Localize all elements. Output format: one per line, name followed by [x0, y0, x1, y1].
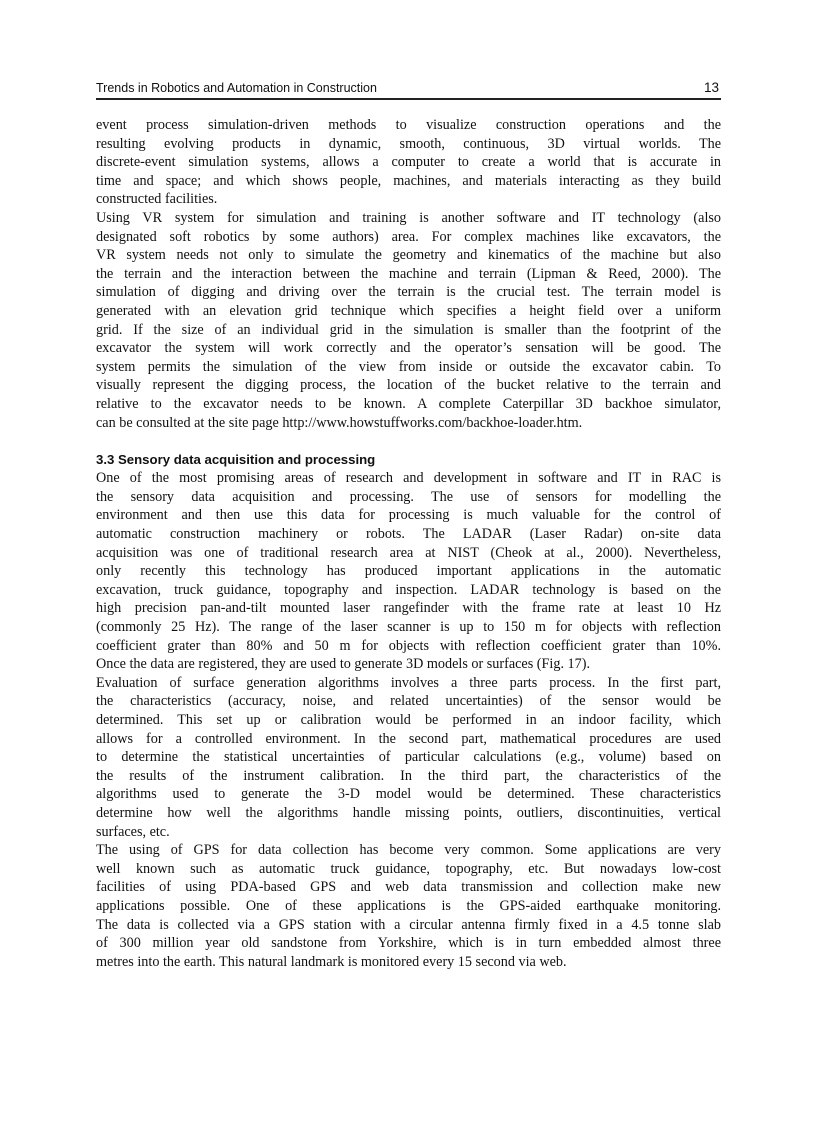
text-line: system permits the simulation of the view from inside or outside the excavator cabin. To [96, 358, 721, 375]
text-line: to determine the statistical uncertainties of particular calculations (e.g., volume) based on [96, 749, 721, 766]
text-line: metres into the earth. This natural landmark is monitored every 15 second via web. [96, 953, 567, 970]
text-line: coefficient grater than 80% and 50 m for objects with reflection coefficient grater than 10%. [96, 637, 721, 654]
text-line: The data is collected via a GPS station with a circular antenna firmly fixed in a 4.5 tonne slab [96, 916, 721, 933]
paragraph [96, 469, 721, 674]
text-line: only recently this technology has produced important applications in the automatic [96, 563, 721, 580]
text-line: applications possible. One of these applications is the GPS-aided earthquake monitoring. [96, 897, 721, 914]
paragraph [96, 841, 721, 971]
text-line: algorithms used to generate the 3-D model would be determined. These characteristics [96, 786, 721, 803]
text-line: grid. If the size of an individual grid in the simulation is smaller than the footprint of the [96, 321, 721, 338]
text-line: determine how well the algorithms handle missing points, outliers, discontinuities, vertical [96, 804, 721, 821]
page-number: 13 [703, 80, 719, 95]
page-body [96, 116, 721, 971]
text-line: facilities of using PDA-based GPS and web data transmission and collection make new [96, 879, 721, 896]
text-line: the results of the instrument calibration. In the third part, the characteristics of the [96, 767, 721, 784]
text-line: allows for a controlled environment. In the second part, mathematical procedures are used [96, 730, 721, 747]
text-line: VR system needs not only to simulate the geometry and kinematics of the machine but also [96, 247, 721, 264]
text-line: (commonly 25 Hz). The range of the laser scanner is up to 150 m for objects with reflection [96, 619, 721, 636]
paragraph [96, 674, 721, 841]
section-heading: 3.3 Sensory data acquisition and processing [96, 451, 376, 467]
text-line: automatic construction machinery or robots. The LADAR (Laser Radar) on-site data [96, 526, 721, 543]
text-line: Once the data are registered, they are used to generate 3D models or surfaces (Fig. 17). [96, 656, 590, 673]
text-line: excavator the system will work correctly and the operator’s sensation will be good. The [96, 340, 721, 357]
text-line: excavation, truck guidance, topography and inspection. LADAR technology is based on the [96, 581, 721, 598]
text-line: relative to the excavator needs to be known. A complete Caterpillar 3D backhoe simulator, [96, 395, 721, 412]
running-header [96, 80, 721, 100]
text-line: well known such as automatic truck guidance, topography, etc. But nowadays low-cost [96, 860, 721, 877]
text-line: The using of GPS for data collection has become very common. Some applications are very [96, 842, 721, 859]
text-line: visually represent the digging process, the location of the bucket relative to the terrain and [96, 377, 721, 394]
text-line: surfaces, etc. [96, 823, 170, 840]
text-line: event process simulation-driven methods to visualize construction operations and the [96, 117, 721, 133]
text-line: designated soft robotics by some authors) area. For complex machines like excavators, the [96, 228, 721, 245]
text-line: One of the most promising areas of research and development in software and IT in RAC is [96, 470, 721, 487]
paragraph [96, 116, 721, 209]
text-line: of 300 million year old sandstone from Yorkshire, which is in turn embedded almost three [96, 935, 721, 952]
text-line: simulation of digging and driving over the terrain is the crucial test. The terrain model is [96, 284, 721, 301]
text-line: environment and then use this data for processing is much valuable for the control of [96, 507, 721, 524]
text-line: acquisition was one of traditional research area at NIST (Cheok at al., 2000). Nevertheless, [96, 544, 721, 561]
text-line: the sensory data acquisition and processing. The use of sensors for modelling the [96, 488, 721, 505]
text-line: can be consulted at the site page http://www.howstuffworks.com/backhoe-loader.htm. [96, 414, 583, 431]
text-line: time and space; and which shows people, machines, and materials interacting as they build [96, 172, 721, 189]
text-line: determined. This set up or calibration would be performed in an indoor facility, which [96, 712, 721, 728]
text-line: generated with an elevation grid technique which specifies a height field over a uniform [96, 302, 721, 319]
text-line: constructed facilities. [96, 191, 218, 208]
section-spacer [96, 432, 721, 451]
text-line: the terrain and the interaction between the machine and terrain (Lipman & Reed, 2000). The [96, 265, 721, 282]
text-line: Evaluation of surface generation algorithms involves a three parts process. In the first part, [96, 674, 721, 691]
text-line: the characteristics (accuracy, noise, and related uncertainties) of the sensor would be [96, 693, 721, 710]
text-line: Using VR system for simulation and training is another software and IT technology (also [96, 209, 721, 226]
text-line: resulting evolving products in dynamic, smooth, continuous, 3D virtual worlds. The [96, 135, 721, 152]
text-line: discrete-event simulation systems, allows a computer to create a world that is accurate in [96, 154, 721, 171]
text-line: high precision pan-and-tilt mounted laser rangefinder with the frame rate at least 10 Hz [96, 600, 721, 617]
running-title: Trends in Robotics and Automation in Construction [96, 81, 377, 95]
paragraph [96, 209, 721, 432]
